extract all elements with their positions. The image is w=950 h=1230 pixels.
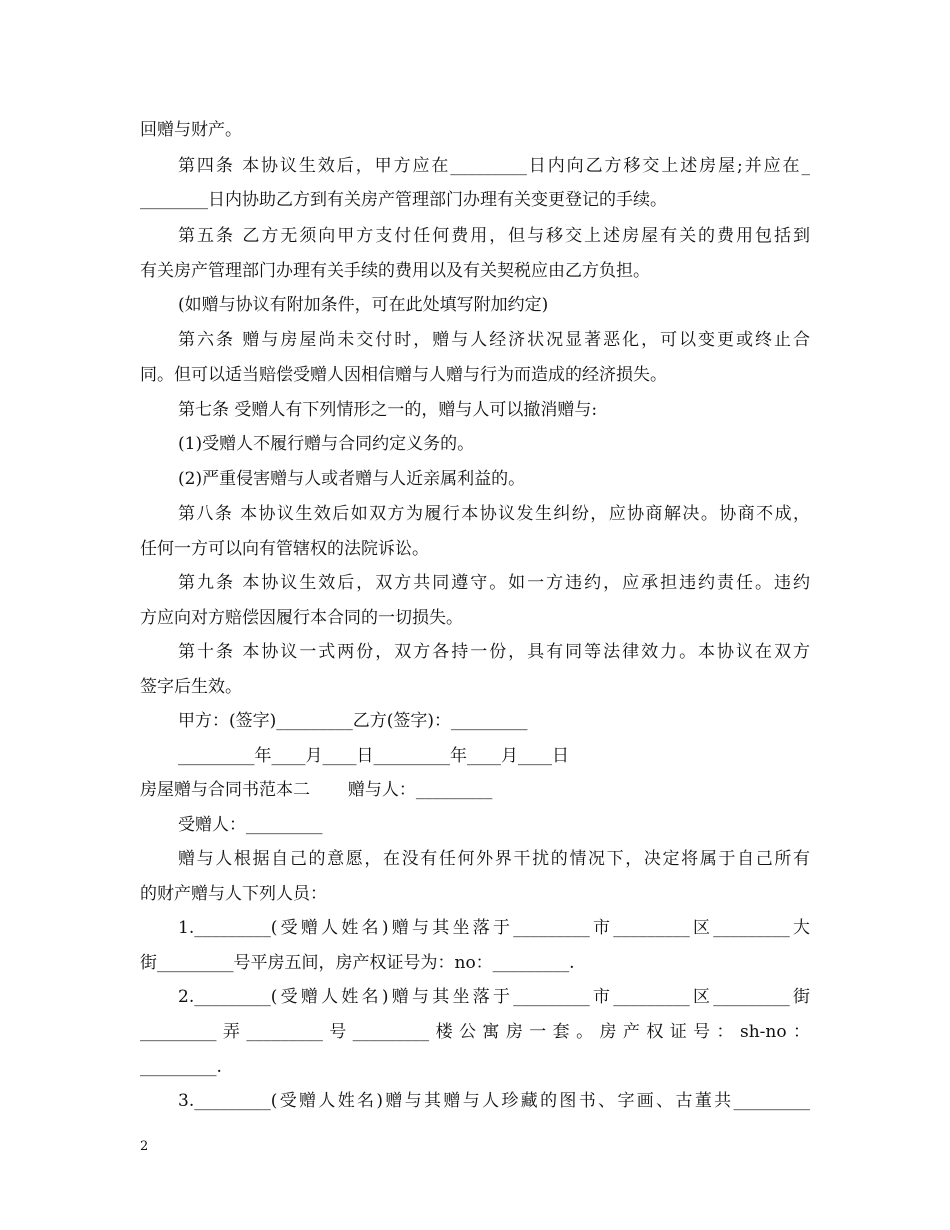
text-line: 第五条 乙方无须向甲方支付任何费用，但与移交上述房屋有关的费用包括到 (178, 226, 810, 246)
page-number: 2 (140, 1139, 149, 1154)
text-line: 第八条 本协议生效后如双方为履行本协议发生纠纷，应协商解决。协商不成， (178, 504, 810, 524)
text-line: (如赠与协议有附加条件，可在此处填写附加约定) (178, 295, 549, 315)
text-line: _________. (140, 1057, 222, 1077)
text-line: 受赠人：_________ (178, 815, 323, 835)
text-line: 签字后生效。 (140, 677, 242, 697)
text-line: 第九条 本协议生效后，双方共同遵守。如一方违约，应承担违约责任。违约 (178, 573, 810, 593)
date-line: _________年____月____日_________年____月____日 (178, 746, 569, 766)
text-line: 1._________(受赠人姓名)赠与其坐落于_________市_________区_________大 (178, 918, 810, 938)
text-line: 第四条 本协议生效后，甲方应在_________日内向乙方移交上述房屋;并应在_ (178, 156, 810, 176)
text-line: 有关房产管理部门办理有关手续的费用以及有关契税应由乙方负担。 (140, 261, 650, 281)
text-line: 2._________(受赠人姓名)赠与其坐落于_________市_________区_________街 (178, 987, 810, 1007)
text-line: (1)受赠人不履行赠与合同约定义务的。 (178, 434, 475, 454)
text-line: 任何一方可以向有管辖权的法院诉讼。 (140, 539, 429, 559)
text-line: 第十条 本协议一式两份，双方各持一份，具有同等法律效力。本协议在双方 (178, 642, 810, 662)
text-line: 同。但可以适当赔偿受赠人因相信赠与人赠与行为而造成的经济损失。 (140, 365, 667, 385)
text-line: 方应向对方赔偿因履行本合同的一切损失。 (140, 608, 463, 628)
section-heading: 房屋赠与合同书范本二 赠与人：_________ (140, 780, 493, 800)
text-line: ________日内协助乙方到有关房产管理部门办理有关变更登记的手续。 (140, 190, 667, 210)
text-line: 赠与人根据自己的意愿，在没有任何外界干扰的情况下，决定将属于自己所有 (178, 849, 810, 869)
text-line: 第七条 受赠人有下列情形之一的，赠与人可以撤消赠与: (178, 400, 598, 420)
text-line: _________弄_________号_________楼公寓房一套。房产权证号：sh-no： (140, 1022, 810, 1042)
text-line: 街_________号平房五间，房产权证号为：no：_________. (140, 953, 575, 973)
text-line: 第六条 赠与房屋尚未交付时，赠与人经济状况显著恶化，可以变更或终止合 (178, 330, 810, 350)
text-line: 回赠与财产。 (140, 120, 242, 140)
signature-line: 甲方：(签字)_________乙方(签字)：_________ (178, 711, 528, 731)
text-line: 3._________(受赠人姓名)赠与其赠与人珍藏的图书、字画、古董共_________ (178, 1091, 810, 1111)
text-line: 的财产赠与人下列人员： (140, 884, 327, 904)
text-line: (2)严重侵害赠与人或者赠与人近亲属利益的。 (178, 469, 526, 489)
